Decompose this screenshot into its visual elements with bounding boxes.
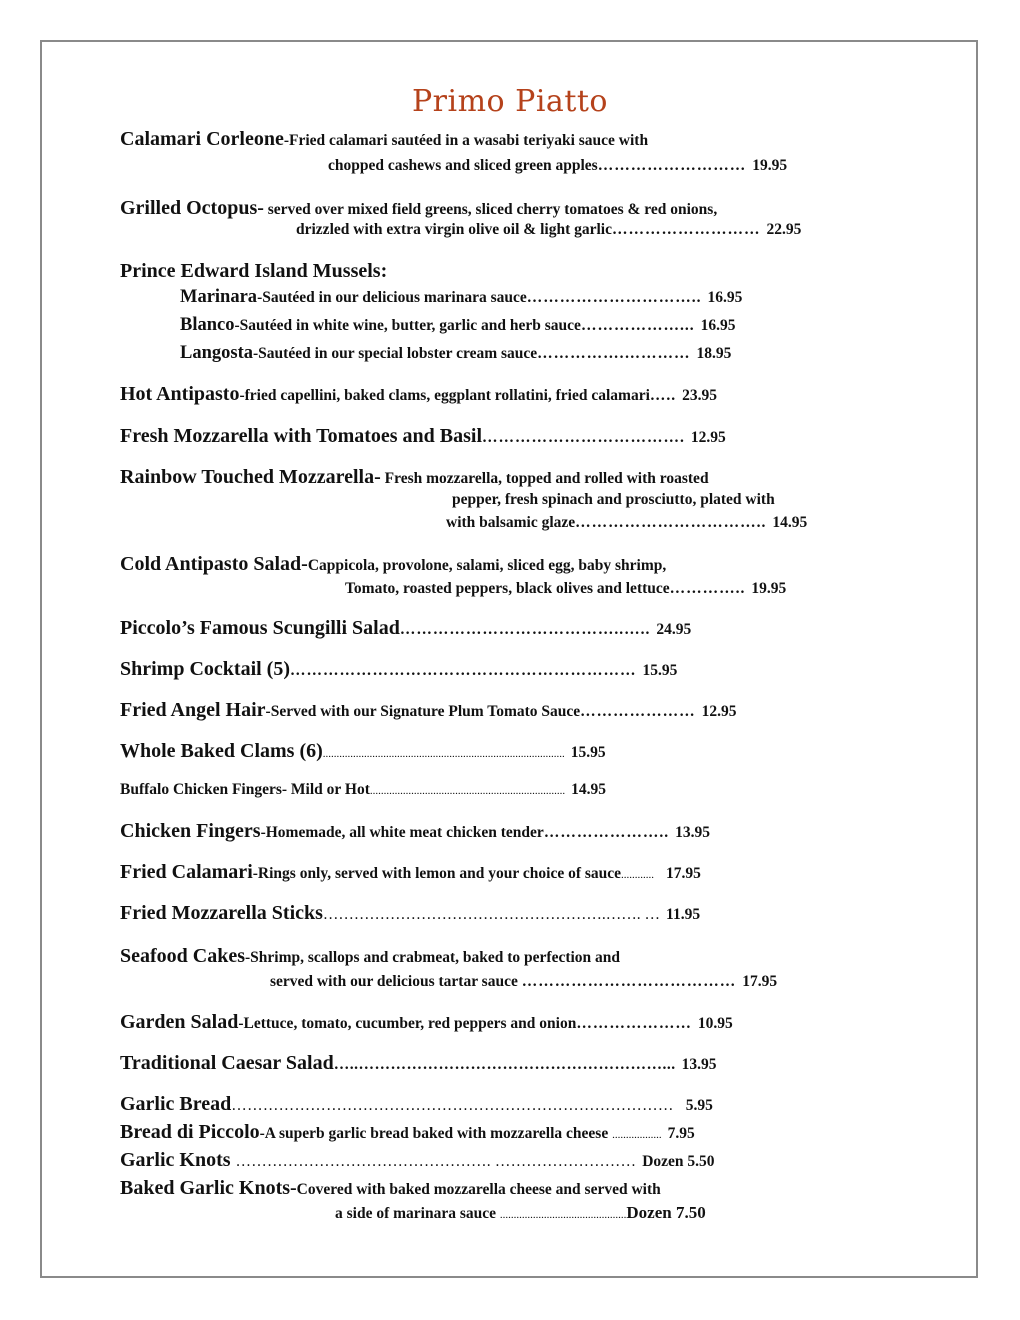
subitem-name: Marinara xyxy=(180,287,258,307)
item-name: Fresh Mozzarella with Tomatoes and Basil xyxy=(120,425,483,447)
item-price: 19.95 xyxy=(752,157,788,174)
item-description: Covered with baked mozzarella cheese and served with xyxy=(296,1181,661,1198)
item-description: -Sautéed in our special lobster cream sauce xyxy=(253,345,538,362)
leader-dots: ………………………………. xyxy=(482,429,685,446)
item-price: 5.95 xyxy=(685,1097,713,1114)
item-name: Chicken Fingers xyxy=(120,820,261,842)
menu-subitem xyxy=(180,344,731,363)
item-description: drizzled with extra virgin olive oil & light garlic xyxy=(296,221,612,238)
subitem-name: Blanco xyxy=(180,315,235,335)
menu-subitem xyxy=(180,288,742,307)
leader-dots: ………………………………………………………………………… xyxy=(231,1097,674,1114)
item-price: 13.95 xyxy=(681,1056,717,1073)
menu-item-continued xyxy=(328,158,787,174)
item-price: 12.95 xyxy=(701,703,737,720)
leader-dots: ……………………… xyxy=(611,221,761,238)
item-price: 24.95 xyxy=(656,621,692,638)
menu-item xyxy=(120,554,666,574)
menu-item xyxy=(120,1150,715,1170)
item-name: Seafood Cakes xyxy=(120,945,246,967)
item-name: Calamari Corleone xyxy=(120,128,284,150)
menu-item xyxy=(120,659,677,679)
item-price: 23.95 xyxy=(682,387,718,404)
item-name: Baked Garlic Knots- xyxy=(120,1177,297,1199)
item-price: Dozen 5.50 xyxy=(642,1153,715,1170)
item-name: Buffalo Chicken Fingers- Mild or Hot xyxy=(120,781,370,798)
item-name: Garlic Bread xyxy=(120,1093,232,1115)
leader-dots: ………….. xyxy=(669,580,746,597)
item-description: -fried capellini, baked clams, eggplant rollatini, fried calamari xyxy=(239,387,650,404)
item-description: -Sautéed in white wine, butter, garlic and herb sauce xyxy=(234,317,581,334)
item-price: 10.95 xyxy=(697,1015,733,1032)
subitem-name: Langosta xyxy=(180,343,253,363)
leader-dots: ……………………………………………….……. … xyxy=(322,906,661,923)
leader-dots: ………………… xyxy=(576,1015,692,1032)
menu-item-continued xyxy=(345,581,786,597)
item-name: Fried Angel Hair xyxy=(120,699,266,721)
leader-dots: .................. xyxy=(612,1129,662,1141)
leader-dots: …………………………….. xyxy=(575,514,767,531)
leader-dots: ………………... xyxy=(580,317,695,334)
leader-dots: ……………………… xyxy=(597,157,747,174)
leader-dots: …………………………………………. ……………………… xyxy=(235,1153,637,1170)
item-price: 7.95 xyxy=(667,1125,695,1142)
leader-dots: ………………………………… xyxy=(521,973,737,990)
leader-dots: ……………………………………………………… xyxy=(290,662,637,679)
item-price: 11.95 xyxy=(666,906,701,923)
item-name: Grilled Octopus- xyxy=(120,197,264,219)
menu-subitem xyxy=(180,316,735,335)
item-description: served over mixed field greens, sliced cherry tomatoes & red onions, xyxy=(263,201,718,218)
menu-item-continued xyxy=(452,492,775,508)
menu-item xyxy=(120,618,691,638)
item-description: -Homemade, all white meat chicken tender xyxy=(260,824,544,841)
menu-item xyxy=(120,946,620,966)
item-name: Garlic Knots xyxy=(120,1149,236,1171)
leader-dots: ………………………….. xyxy=(526,289,702,306)
menu-item xyxy=(120,384,717,404)
item-description: Fresh mozzarella, topped and rolled with roasted xyxy=(380,470,709,487)
menu-item-continued xyxy=(446,515,807,531)
item-price: 15.95 xyxy=(642,662,678,679)
item-description: -Shrimp, scallops and crabmeat, baked to perfection and xyxy=(245,949,621,966)
item-name: Rainbow Touched Mozzarella- xyxy=(120,466,381,488)
leader-dots: ....................................................................... xyxy=(369,785,566,797)
item-description: Cappicola, provolone, salami, sliced egg, baby shrimp, xyxy=(307,557,667,574)
item-name: Piccolo’s Famous Scungilli Salad xyxy=(120,617,400,639)
item-description: served with our delicious tartar sauce xyxy=(270,973,522,990)
menu-section-heading xyxy=(120,261,387,281)
item-price: 18.95 xyxy=(696,345,732,362)
item-price: 17.95 xyxy=(742,973,778,990)
item-name: Fried Mozzarella Sticks xyxy=(120,902,323,924)
item-price: 14.95 xyxy=(571,781,606,798)
item-description: chopped cashews and sliced green apples xyxy=(328,157,598,174)
leader-dots: ........................................................................................ xyxy=(322,748,565,760)
leader-dots: …..…………………………………………………... xyxy=(333,1056,676,1073)
menu-item xyxy=(120,782,606,798)
item-description: a side of marinara sauce xyxy=(335,1205,500,1222)
item-description: -Fried calamari sautéed in a wasabi teriyaki sauce with xyxy=(283,132,649,149)
item-name: Whole Baked Clams (6) xyxy=(120,740,323,762)
menu-item xyxy=(120,741,606,761)
menu-item xyxy=(120,821,710,841)
menu-item xyxy=(120,1122,695,1142)
leader-dots: .............................................. xyxy=(499,1209,627,1221)
menu-item xyxy=(120,1178,661,1198)
menu-item xyxy=(120,1012,733,1032)
item-name: Prince Edward Island Mussels: xyxy=(120,260,388,282)
item-price: 15.95 xyxy=(570,744,606,761)
leader-dots: ............ xyxy=(621,869,655,881)
item-name: Garden Salad xyxy=(120,1011,239,1033)
item-price: 13.95 xyxy=(675,824,710,841)
leader-dots: ………………… xyxy=(580,703,696,720)
menu-item xyxy=(120,1094,713,1114)
item-price: 14.95 xyxy=(772,514,808,531)
menu-item-continued xyxy=(270,974,777,990)
item-description: -Lettuce, tomato, cucumber, red peppers and onion xyxy=(238,1015,577,1032)
menu-item xyxy=(120,129,648,149)
item-price: 17.95 xyxy=(666,865,701,882)
menu-item xyxy=(120,700,737,720)
leader-dots: …………………………………..….. xyxy=(399,621,651,638)
menu-item xyxy=(120,198,717,218)
menu-title: Primo Piatto xyxy=(411,84,608,119)
item-description: -A superb garlic bread baked with mozzarella cheese xyxy=(259,1125,613,1142)
menu-item xyxy=(120,1053,716,1073)
menu-item xyxy=(120,467,709,487)
item-description: Tomato, roasted peppers, black olives and lettuce xyxy=(345,580,670,597)
item-name: Cold Antipasto Salad- xyxy=(120,553,308,575)
menu-item xyxy=(120,426,726,446)
menu-item xyxy=(120,862,701,882)
item-name: Hot Antipasto xyxy=(120,383,240,405)
leader-dots: ….. xyxy=(649,387,677,404)
item-price: Dozen 7.50 xyxy=(626,1203,706,1222)
menu-item-continued xyxy=(296,222,801,238)
item-name: Traditional Caesar Salad xyxy=(120,1052,334,1074)
item-description: -Sautéed in our delicious marinara sauce xyxy=(257,289,527,306)
item-price: 12.95 xyxy=(690,429,726,446)
item-price: 16.95 xyxy=(707,289,743,306)
item-description: pepper, fresh spinach and prosciutto, plated with xyxy=(452,491,775,508)
item-price: 19.95 xyxy=(751,580,787,597)
menu-item xyxy=(120,903,700,923)
item-name: Bread di Piccolo xyxy=(120,1121,260,1143)
leader-dots: ………………….. xyxy=(543,824,670,841)
item-price: 22.95 xyxy=(766,221,802,238)
item-description: with balsamic glaze xyxy=(446,514,576,531)
item-description: -Served with our Signature Plum Tomato Sauce xyxy=(265,703,581,720)
item-price: 16.95 xyxy=(700,317,736,334)
menu-item-continued xyxy=(335,1204,706,1222)
item-name: Fried Calamari xyxy=(120,861,253,883)
item-description: -Rings only, served with lemon and your choice of sauce xyxy=(252,865,622,882)
item-name: Shrimp Cocktail (5) xyxy=(120,658,290,680)
leader-dots: …………….………… xyxy=(537,345,691,362)
